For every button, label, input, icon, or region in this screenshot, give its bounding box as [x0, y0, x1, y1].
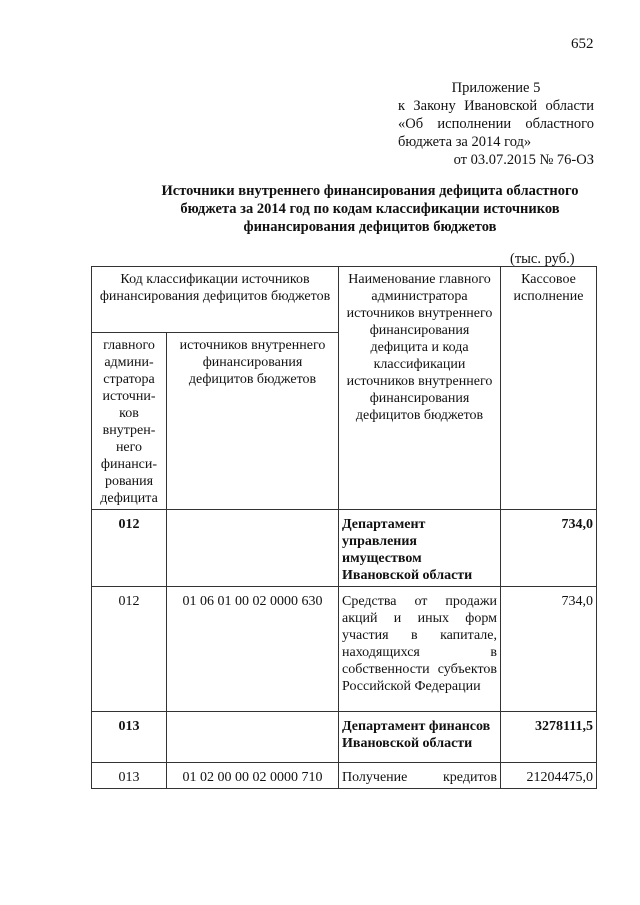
units-label: (тыс. руб.) [510, 251, 575, 267]
table-row [92, 510, 597, 587]
row-admin: 012 [92, 587, 167, 712]
page-number: 652 [571, 36, 594, 52]
row-code: 01 02 00 00 02 0000 710 [167, 763, 339, 789]
document-title [100, 182, 640, 236]
title-line-1: Источники внутреннего финансирования дефицита областного [161, 183, 579, 199]
appendix-line-4: бюджета за 2014 год» [398, 134, 532, 150]
appendix-line-2: к Закону Ивановской области [398, 98, 594, 114]
table-row [92, 712, 597, 763]
row-code [167, 510, 339, 587]
title-line-2: бюджета за 2014 год по кодам классификации источников [180, 201, 560, 217]
table-row [92, 763, 597, 789]
header-code-group: Код классификации источников финансирования дефицитов бюджетов [92, 267, 339, 333]
header-admin: главного админи-стратора источни-ков внутрен-него финанси-рования дефицита [92, 333, 167, 510]
row-amount: 734,0 [501, 587, 597, 712]
row-admin: 013 [92, 763, 167, 789]
deficit-sources-table [91, 266, 597, 789]
header-source-code: источников внутреннего финансирования дефицитов бюджетов [167, 333, 339, 510]
row-amount: 3278111,5 [501, 712, 597, 763]
row-code: 01 06 01 00 02 0000 630 [167, 587, 339, 712]
appendix-line-1: Приложение 5 [451, 80, 541, 96]
row-name: Средства от продажи акций и иных форм участия в капитале, находящихся в собственности субъектов Российской Федерации [339, 587, 501, 712]
appendix-block [398, 79, 594, 169]
appendix-line-5: от 03.07.2015 № 76-ОЗ [453, 152, 594, 168]
row-amount: 21204475,0 [501, 763, 597, 789]
header-amount: Кассовое исполнение [501, 267, 597, 510]
row-name: Департамент финансов Ивановской области [339, 712, 501, 763]
row-name: Департамент управления имуществом Ивановской области [339, 510, 501, 587]
row-name: Получение кредитов [339, 763, 501, 789]
header-name: Наименование главного администратора источников внутреннего финансирования дефицита и кода классификации источников внутреннего финансирования дефицитов бюджетов [339, 267, 501, 510]
row-admin: 012 [92, 510, 167, 587]
row-admin: 013 [92, 712, 167, 763]
row-amount: 734,0 [501, 510, 597, 587]
row-code [167, 712, 339, 763]
title-line-3: финансирования дефицитов бюджетов [243, 219, 497, 235]
appendix-line-3: «Об исполнении областного [398, 116, 594, 132]
table-row [92, 587, 597, 712]
